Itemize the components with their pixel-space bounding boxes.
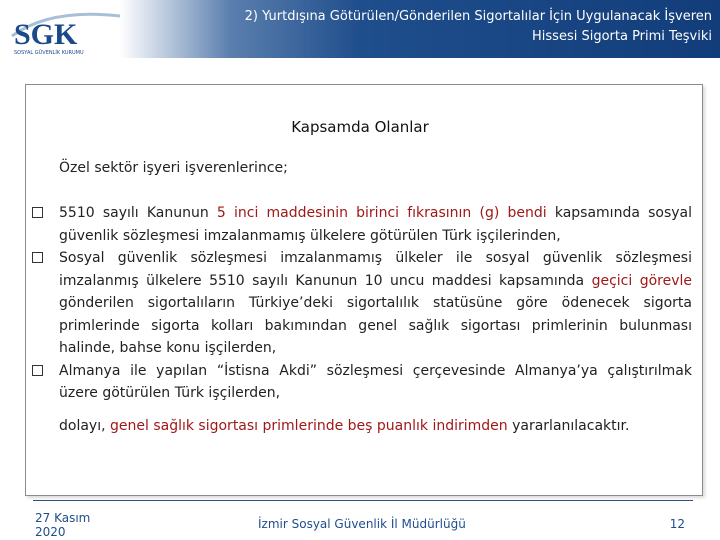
list-item [32, 202, 692, 247]
header-title-line2: Hissesi Sigorta Primi Teşviki [532, 29, 712, 44]
svg-text:SOSYAL GÜVENLİK KURUMU: SOSYAL GÜVENLİK KURUMU [14, 50, 84, 56]
conclusion-after: yararlanılacaktır. [507, 418, 630, 434]
bullet-highlight: geçici görevle [591, 272, 692, 289]
checkbox-bullet-icon [32, 252, 43, 263]
header-title [172, 7, 712, 47]
bullet-text: Almanya ile yapılan “İstisna Akdi” sözleşmesi çerçevesinde Almanya’ya çalıştırılmak üzere götürülen Türk işçilerden, [59, 362, 692, 401]
list-item [32, 247, 692, 360]
svg-text:SGK: SGK [14, 18, 78, 51]
bullet-text-after: kapsamında sosyal güvenlik sözleşmesi imzalanmamış ülkelere götürülen Türk işçilerinden, [59, 205, 693, 244]
sgk-logo [10, 6, 130, 56]
bullet-list [32, 202, 692, 405]
list-item [32, 360, 692, 405]
conclusion-before: dolayı, [59, 418, 110, 434]
checkbox-bullet-icon [32, 365, 43, 376]
header-bar [0, 0, 720, 58]
bullet-text-before: 5510 sayılı Kanunun [59, 205, 217, 221]
page-number: 12 [669, 517, 685, 531]
footer-date [35, 511, 90, 539]
footer-divider [33, 500, 693, 501]
conclusion-text [59, 418, 629, 434]
header-title-line1: 2) Yurtdışına Götürülen/Gönderilen Sigortalılar İçin Uygulanacak İşveren [244, 9, 712, 24]
section-title: Kapsamda Olanlar [291, 118, 429, 136]
bullet-highlight: 5 inci maddesinin birinci fıkrasının (g) bendi [216, 205, 547, 221]
conclusion-highlight: genel sağlık sigortası primlerinde beş puanlık indirimden [110, 418, 508, 434]
footer-organization: İzmir Sosyal Güvenlik İl Müdürlüğü [258, 517, 466, 531]
checkbox-bullet-icon [32, 207, 43, 218]
footer-date-line1: 27 Kasım [35, 511, 91, 525]
footer-date-line2: 2020 [35, 525, 66, 539]
bullet-text-after: gönderilen sigortalıların Türkiye’deki sigortalılık statüsüne göre ödenecek sigorta primlerinde sigorta kolları bakımından genel sağlık sigortası primlerinin bulunması halinde, bahse konu işçilerden, [59, 295, 692, 356]
intro-text: Özel sektör işyeri işverenlerince; [59, 160, 288, 176]
bullet-text-before: Sosyal güvenlik sözleşmesi imzalanmamış ülkeler ile sosyal güvenlik sözleşmesi imzalanmış ülkelere 5510 sayılı Kanunun 10 uncu maddesi kapsamında [59, 250, 692, 289]
